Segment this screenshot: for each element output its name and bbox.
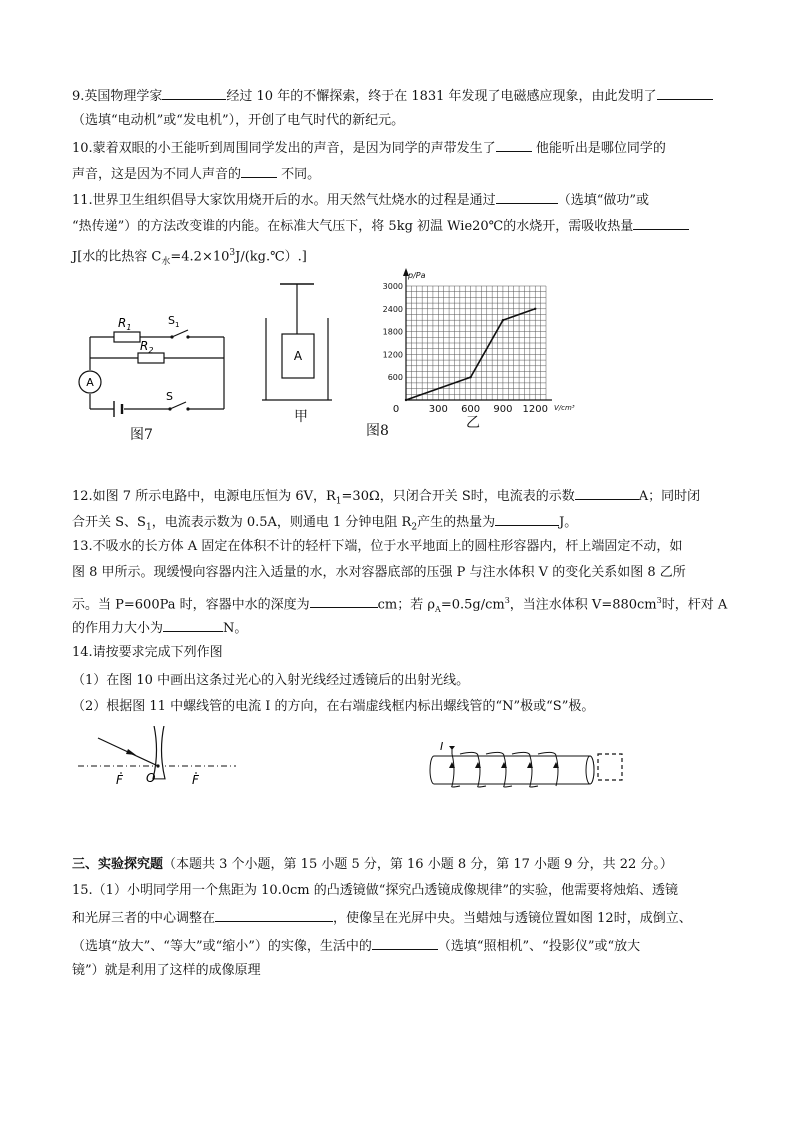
y-tick-label: 3000	[382, 282, 403, 291]
q13-text-g: 时，杆对 A	[661, 597, 728, 613]
q9-blank-invention[interactable]	[657, 86, 713, 100]
solenoid-diagram	[420, 740, 630, 788]
pole-answer-box[interactable]	[598, 754, 622, 780]
q13-text-b: 图 8 甲所示。现缓慢向容器内注入适量的水，水对容器底部的压强 P 与注水体积 V 的变化关系如图 8 乙所	[72, 565, 686, 580]
q13-sub-a: A	[435, 604, 441, 614]
q12-text-b: =30Ω，只闭合开关 S时，电流表的示数	[341, 489, 575, 504]
data-point	[405, 399, 407, 401]
q11-blank-heat[interactable]	[633, 216, 689, 230]
q11-text-b: （选填“做功”或	[557, 193, 649, 208]
r1-label: $R_1$	[118, 316, 132, 332]
q13-blank-depth[interactable]	[310, 594, 378, 608]
q14-line1	[72, 644, 223, 662]
q15-text-e: （选填“照相机”、“投影仪”或“放大	[437, 939, 641, 954]
q9-text-a: 9.英国物理学家	[72, 89, 163, 104]
q9-line2	[72, 112, 404, 130]
q13-text-h: 的作用力大小为	[72, 621, 164, 636]
q12-text-e: ，电流表示数为 0.5A，则通电 1 分钟电阻 R	[151, 515, 412, 530]
q12-sub-2: 1	[145, 522, 152, 533]
q13-text-f: ，当注水体积 V=880cm	[509, 597, 657, 613]
q13-sup-2: 3	[656, 596, 662, 605]
q15-line3	[72, 936, 640, 956]
figure-8-yi-chart	[370, 262, 600, 422]
y-tick-label: 600	[387, 373, 403, 383]
q13-text-d: cm；若 ρ	[377, 597, 436, 613]
q13-text-i: N。	[223, 621, 248, 636]
q14-text-c: （2）根据图 11 中螺线管的电流 I 的方向，在右端虚线框内标出螺线管的“N”极或“S”极。	[72, 699, 595, 714]
resistor-r1	[114, 332, 140, 342]
q15-text-a: 15.（1）小明同学用一个焦距为 10.0cm 的凸透镜做“探究凸透镜成像规律”的实验，他需要将烛焰、透镜	[72, 883, 679, 898]
q15-line4	[72, 962, 261, 980]
ammeter-label: A	[86, 376, 94, 389]
data-point	[534, 308, 536, 310]
q13-line3	[72, 592, 727, 619]
q12-text-g: J。	[559, 515, 578, 530]
q10-text-c: 声音，这是因为不同人声音的	[72, 167, 242, 182]
x-tick-label: 1200	[522, 404, 548, 415]
q15-blank-height[interactable]	[215, 908, 333, 922]
s1-label: $S_1$	[168, 314, 180, 329]
q10-text-d: 不同。	[281, 167, 321, 182]
q12-line2	[72, 512, 577, 537]
q11-blank-method[interactable]	[496, 190, 558, 204]
section-3-heading	[72, 856, 673, 874]
data-point	[469, 376, 471, 378]
q10-line1	[72, 138, 666, 158]
focus-left-label: F	[116, 773, 123, 787]
q12-text-f: 产生的热量为	[417, 515, 496, 530]
figure-8-caption: 图8	[366, 423, 389, 439]
q13-text-c: 示。当 P=600Pa 时，容器中水的深度为	[72, 597, 310, 613]
figure-8-jia	[258, 280, 348, 408]
figure-11-solenoid	[420, 740, 630, 788]
q13-text-a: 13.不吸水的长方体 A 固定在体积不计的轻杆下端，位于水平地面上的圆柱形容器内，杆上端固定不动，如	[72, 539, 683, 554]
x-axis-label: V/cm³	[554, 404, 575, 412]
q15-line2	[72, 908, 692, 928]
y-tick-label: 1200	[382, 350, 403, 360]
y-tick-label: 2400	[382, 304, 403, 314]
q11-text-c: “热传递”）的方法改变谁的内能。在标准大气压下，将 5kg 初温 Wie20℃的水烧开，需吸收热量	[72, 219, 634, 234]
q12-text-c: A；同时闭	[638, 489, 701, 504]
q11-text-f: J/(kg.℃）.]	[235, 249, 307, 265]
q11-sub-water: 水	[161, 256, 171, 267]
figure-8-jia-label: 甲	[294, 409, 308, 425]
optical-center-label: O	[146, 771, 156, 785]
q15-text-f: 镜”）就是利用了这样的成像原理	[72, 963, 261, 978]
data-point	[502, 319, 504, 321]
q10-text-b: 他能听出是哪位同学的	[535, 141, 666, 156]
q15-text-c: ，使像呈在光屏中央。当蜡烛与透镜位置如图 12时，成倒立、	[333, 911, 692, 926]
figure-7-caption: 图7	[130, 427, 153, 443]
focus-right-label: F	[192, 773, 199, 787]
q15-line1	[72, 882, 678, 900]
y-axis-label: p/Pa	[408, 271, 426, 280]
q11-line1	[72, 190, 649, 210]
circuit-diagram	[72, 300, 242, 450]
x-tick-label: 0	[392, 404, 400, 415]
q12-line1	[72, 486, 700, 511]
q13-line4	[72, 618, 247, 638]
q10-blank-vibration[interactable]	[496, 138, 532, 152]
q11-line3	[72, 244, 307, 271]
q12-blank-current[interactable]	[575, 486, 639, 500]
q13-sup-1: 3	[504, 596, 510, 605]
q15-blank-device[interactable]	[372, 936, 438, 950]
current-label: I	[440, 740, 444, 753]
x-tick-label: 300	[428, 404, 448, 415]
q12-sub-1: 1	[335, 496, 342, 507]
figure-10-lens[interactable]	[74, 726, 240, 790]
block-a-label: A	[293, 349, 303, 363]
section-3-note: （本题共 3 个小题，第 15 小题 5 分，第 16 小题 8 分，第 17 小题 9 分，共 22 分。）	[163, 857, 673, 872]
q14-text-b: （1）在图 10 中画出这条过光心的入射光线经过透镜后的出射光线。	[72, 673, 470, 688]
q10-text-a: 10.蒙着双眼的小王能听到周围同学发出的声音，是因为同学的声带发生了	[72, 141, 496, 156]
q12-sub-3: 2	[411, 522, 418, 533]
figure-8-yi-label: 乙	[466, 415, 480, 431]
q13-line1	[72, 538, 682, 556]
q9-text-b: 经过 10 年的不懈探索，终于在 1831 年发现了电磁感应现象，由此发明了	[226, 89, 657, 104]
q11-sup-3: 3	[229, 248, 236, 258]
y-tick-label: 1800	[382, 327, 403, 337]
x-tick-label: 600	[461, 404, 481, 415]
q11-line2	[72, 216, 689, 236]
r2-label: $R_2$	[140, 339, 154, 355]
q15-text-b: 和光屏三者的中心调整在	[72, 911, 216, 926]
q14-line2	[72, 672, 469, 690]
q13-blank-force[interactable]	[163, 618, 223, 632]
container-diagram	[258, 280, 348, 408]
q13-text-e: =0.5g/cm	[440, 597, 505, 613]
q9-blank-scientist[interactable]	[162, 86, 226, 100]
q11-text-d: J[水的比热容 C	[72, 249, 162, 265]
q14-text-a: 14.请按要求完成下列作图	[72, 645, 223, 660]
ray-arrow-icon	[126, 749, 136, 755]
q10-blank-timbre[interactable]	[241, 164, 277, 178]
q13-line2	[72, 564, 686, 582]
q11-text-e: =4.2×10	[170, 249, 230, 265]
figure-7-circuit	[72, 300, 242, 450]
s-label: S	[166, 390, 173, 403]
q9-line1	[72, 86, 713, 106]
q10-line2	[72, 164, 320, 184]
pressure-volume-chart	[370, 262, 600, 422]
q9-text-c: （选填“电动机”或“发电机”），开创了电气时代的新纪元。	[72, 113, 405, 128]
section-3-title: 三、实验探究题	[72, 857, 164, 872]
q12-text-a: 12.如图 7 所示电路中，电源电压恒为 6V，R	[72, 489, 336, 504]
lens-diagram	[74, 726, 240, 790]
q14-line3	[72, 698, 594, 716]
q12-text-d: 合开关 S、S	[72, 515, 146, 530]
x-tick-label: 900	[493, 404, 513, 415]
q11-text-a: 11.世界卫生组织倡导大家饮用烧开后的水。用天然气灶烧水的过程是通过	[72, 193, 496, 208]
q12-blank-heat[interactable]	[495, 512, 559, 526]
q15-text-d: （选填“放大”、“等大”或“缩小”）的实像，生活中的	[72, 939, 372, 954]
